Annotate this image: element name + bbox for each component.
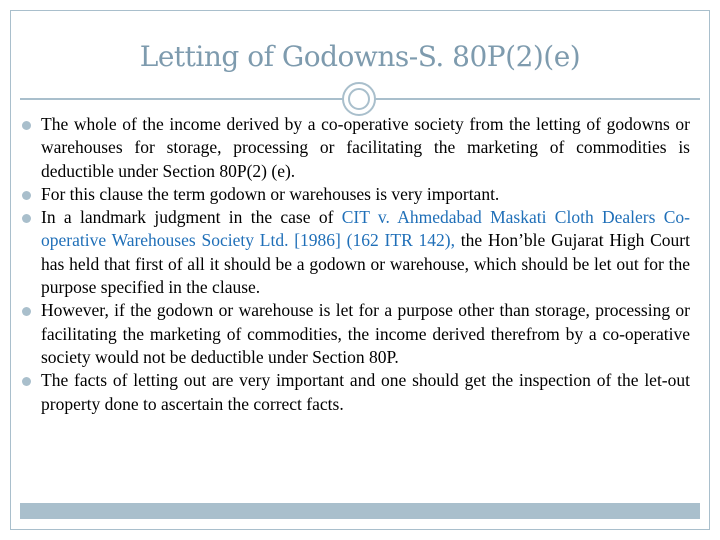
bullet-text: For this clause the term godown or warehouses is very important. — [41, 183, 500, 204]
footer-band — [20, 503, 700, 519]
circle-ornament-icon — [342, 82, 376, 116]
bullet-text: However, if the godown or warehouse is let for a purpose other than storage, processing or facilitating the marketing of commodities, the income derived therefrom by a co-operative society would not be deductible under Section 80P. — [41, 300, 690, 367]
bullet-text-post: the Hon’ble Gujarat High Court has held that first of all it should be a godown or warehouse, which should be let out for the purpose specified in the clause. — [41, 230, 690, 298]
bullet-text: The facts of letting out are very important and one should get the inspection of the let-out property done to ascertain the correct facts. — [41, 370, 690, 414]
slide-content — [20, 113, 690, 416]
bullet-text: The whole of the income derived by a co-operative society from the letting of godowns or warehouses for storage, processing or facilitating the marketing of commodities is deductible under Section 80P(2) (e). — [41, 114, 690, 181]
bullet-text-pre: In a landmark judgment in the case of — [41, 207, 342, 228]
slide-title: Letting of Godowns-S. 80P(2)(e) — [139, 40, 581, 73]
circle-ornament-inner — [348, 88, 370, 110]
bullet-item — [20, 113, 690, 183]
bullet-item — [20, 299, 690, 369]
bullet-item — [20, 369, 690, 416]
bullet-item — [20, 206, 690, 299]
case-citation: CIT v. Ahmedabad Maskati Cloth Dealers Co-operative Warehouses Society Ltd. [1986] (162 ITR 142), — [41, 207, 691, 251]
bullet-item — [20, 183, 690, 206]
